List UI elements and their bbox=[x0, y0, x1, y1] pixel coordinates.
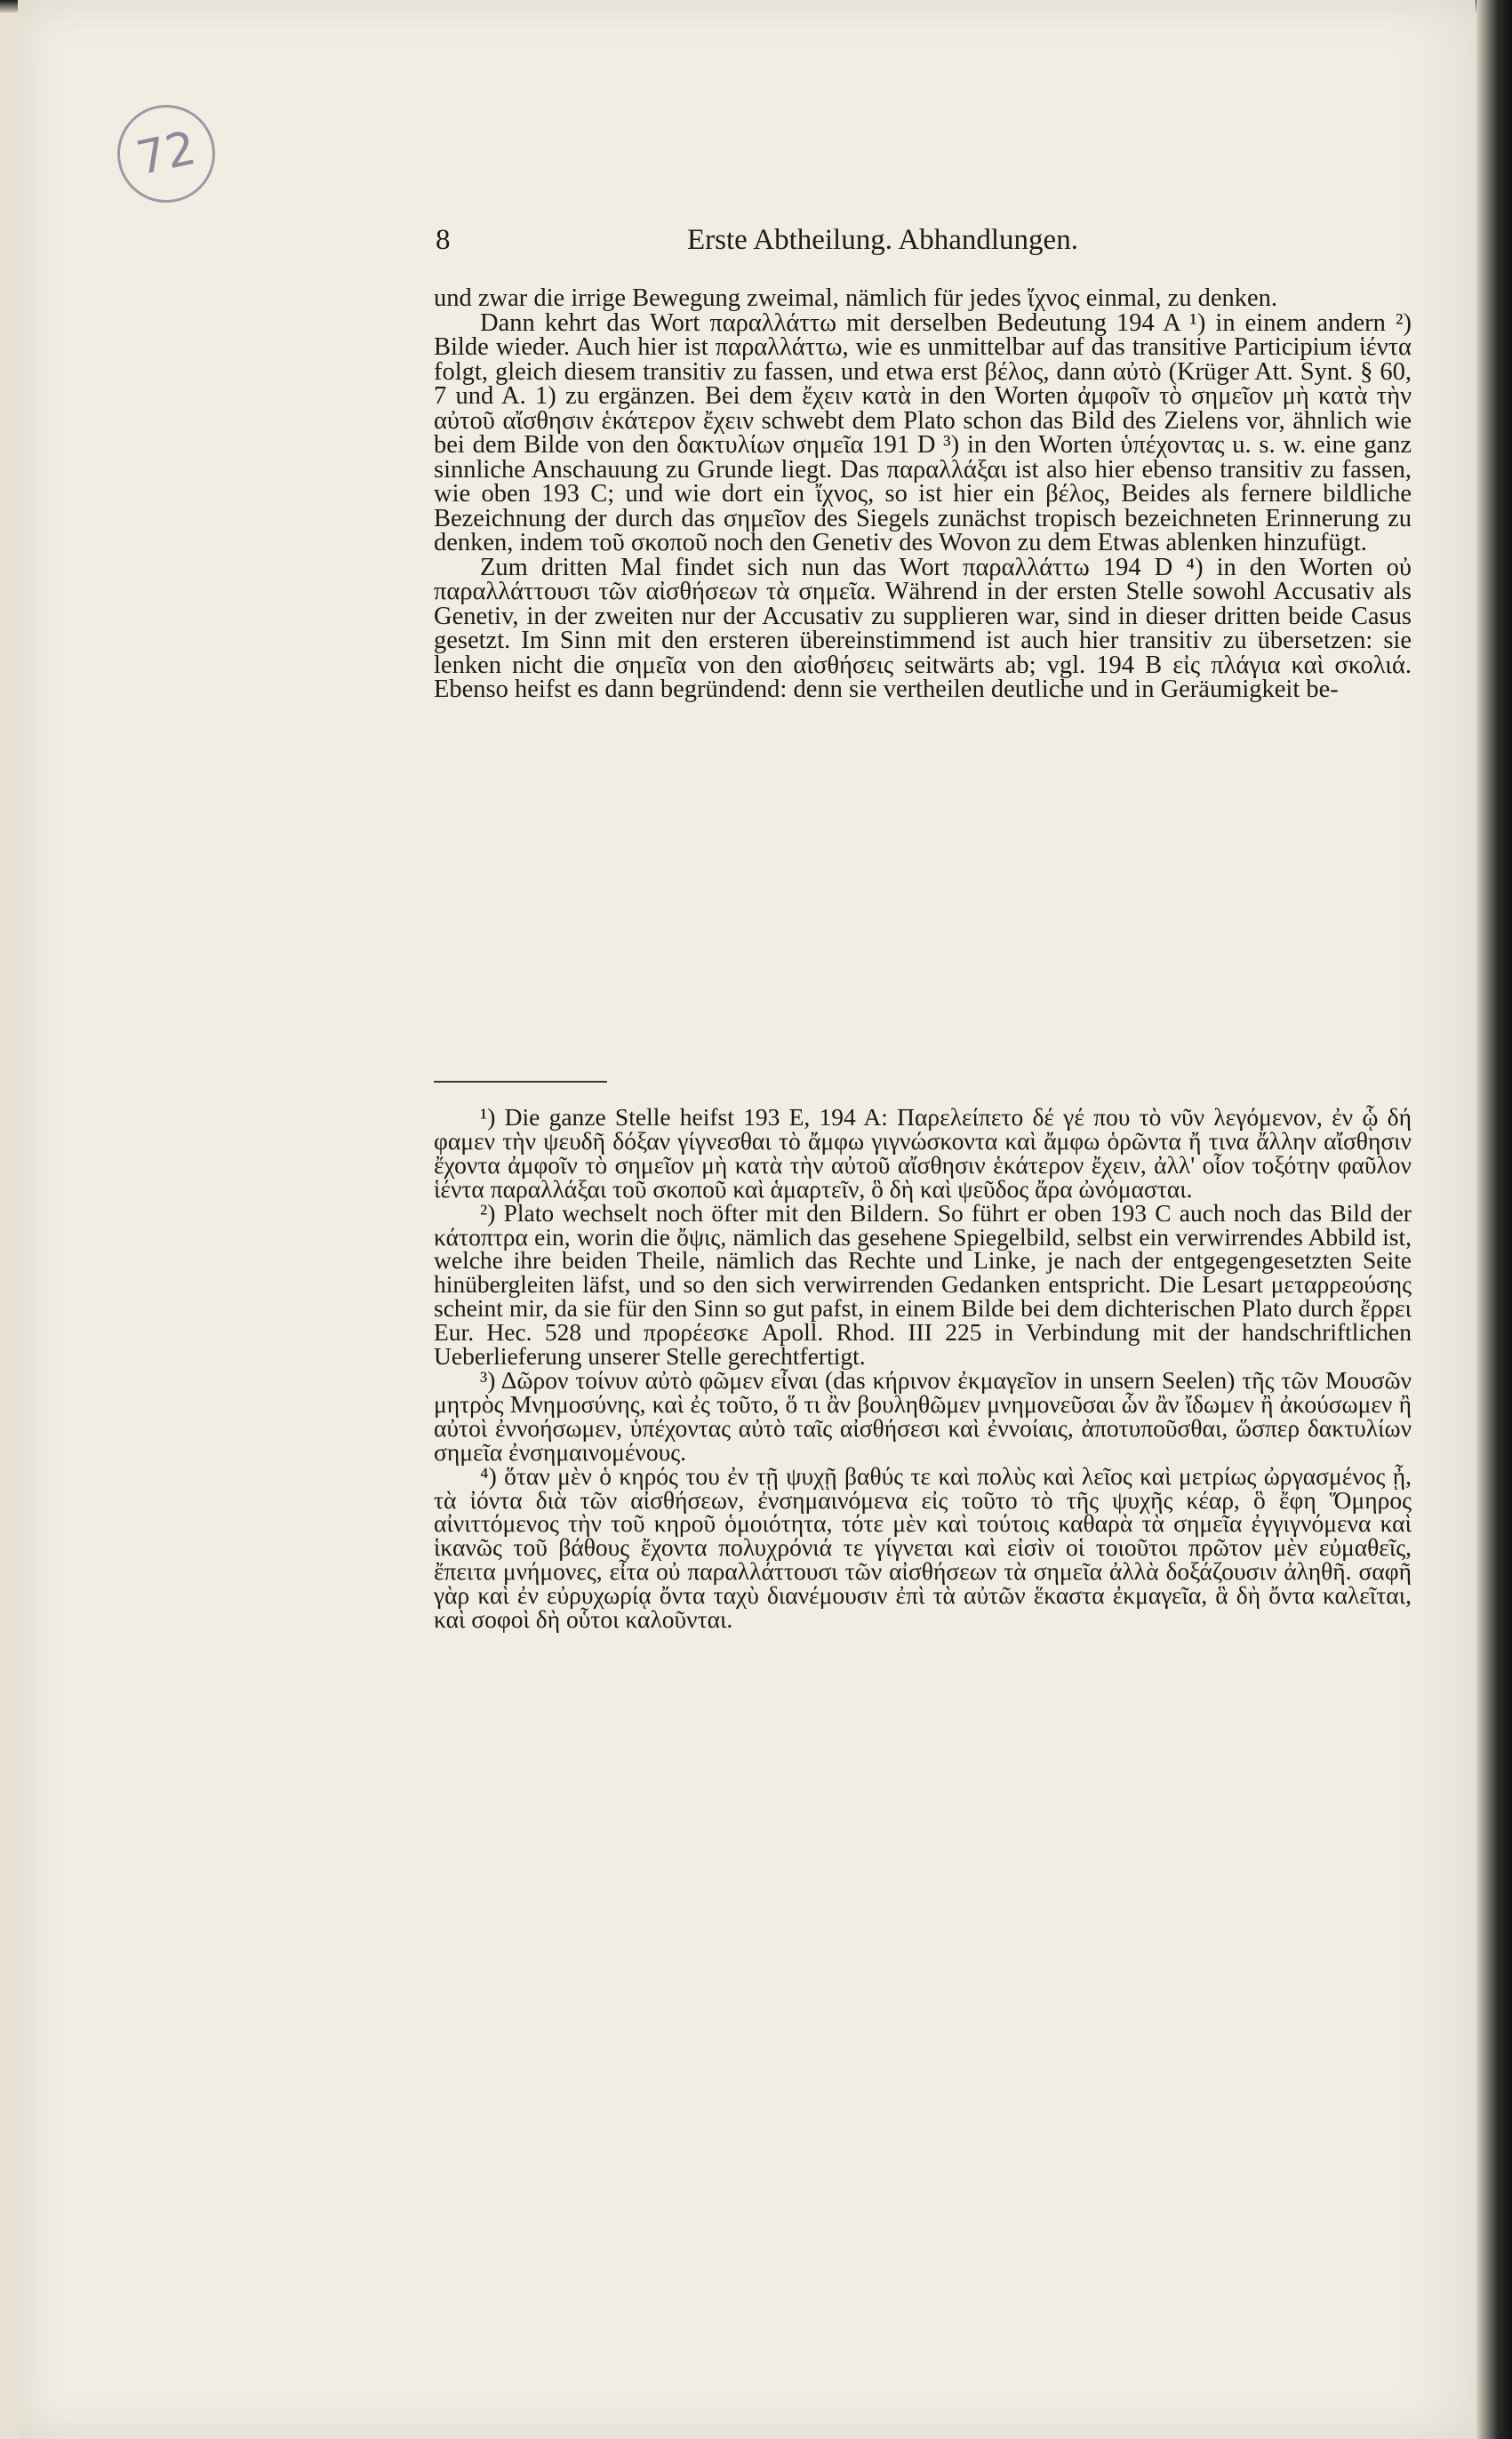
page-number: 8 bbox=[436, 224, 451, 256]
book-page bbox=[18, 0, 1476, 2439]
main-text bbox=[434, 286, 1412, 702]
footnote-3: ³) Δῶρον τοίνυν αὐτὸ φῶμεν εἶναι (das κήρινον ἐκμαγεῖον in unsern Seelen) τῆς τῶν Μουσῶν μητρὸς Μνημοσύνης, καὶ ἐς τοῦτο, ὅ τι ἂν βουληθῶμεν μνημονεῦσαι ὧν ἂν ἴδωμεν ἢ ἀκούσωμεν ἢ αὐτοὶ ἐννοήσωμεν, ὑπέχοντας αὐτὸ ταῖς αἰσθήσεσι καὶ ἐννοίαις, ἀποτυποῦσθαι, ὥσπερ δακτυλίων σημεῖα ἐνσημαινομένους. bbox=[434, 1365, 1412, 1466]
footnotes bbox=[434, 1103, 1412, 1634]
footnote-2: ²) Plato wechselt noch öfter mit den Bildern. So führt er oben 193 C auch noch das Bild der κάτοπτρα ein, worin die ὄψις, nämlich das gesehene Spiegelbild, selbst ein verwirrendes Abbild ist, welche ihre beiden Theile, nämlich das Rechte und Linke, je nach der entgegengesetzten Seite hinübergleiten läfst, und so den sich verwirrenden Gedanken entspricht. Die Lesart μεταρρεούσης scheint mir, da sie für den Sinn so gut pafst, in einem Bilde bei dem dichterischen Plato durch ἔρρει Eur. Hec. 528 und προρέεσκε Apoll. Rhod. III 225 in Verbindung mit der handschriftlichen Ueberlieferung unserer Stelle gerechtfertigt. bbox=[434, 1198, 1412, 1371]
running-header bbox=[436, 224, 1200, 265]
library-stamp bbox=[108, 96, 224, 212]
stamp-number: 72 bbox=[132, 121, 201, 187]
footnote-1: ¹) Die ganze Stelle heifst 193 E, 194 A: Παρελείπετο δέ γέ που τὸ νῦν λεγόμενον, ἐν ᾧ δή φαμεν τὴν ψευδῆ δόξαν γίγνεσθαι τὸ ἄμφω γιγνώσκοντα καὶ ἄμφω ὁρῶντα ἤ τινα ἄλλην αἴσθησιν ἔχοντα ἀμφοῖν τὸ σημεῖον μὴ κατὰ τὴν αὐτοῦ αἴσθησιν ἑκάτερον ἔχειν, ἀλλ' οἷον τοξότην φαῦλον ἱέντα παραλλάξαι τοῦ σκοποῦ καὶ ἁμαρτεῖν, ὃ δὴ καὶ ψεῦδος ἄρα ὠνόμασται. bbox=[434, 1103, 1412, 1203]
paragraph-2: Dann kehrt das Wort παραλλάττω mit derselben Bedeutung 194 A ¹) in einem andern ²) Bilde wieder. Auch hier ist παραλλάττω, wie es unmittelbar auf das transitive Participium ἱέντα folgt, gleich diesem transitiv zu fassen, und etwa erst βέλος, dann αὐτὸ (Krüger Att. Synt. § 60, 7 und A. 1) zu ergänzen. Bei dem ἔχειν κατὰ in den Worten ἀμφοῖν τὸ σημεῖον μὴ κατὰ τὴν αὐτοῦ αἴσθησιν ἑκάτερον ἔχειν schwebt dem Plato schon das Bild des Zielens vor, ähnlich wie bei dem Bilde von den δακτυλίων σημεῖα 191 D ³) in den Worten ὑπέχοντας u. s. w. eine ganz sinnliche Anschauung zu Grunde liegt. Das παραλλάξαι ist also hier ebenso transitiv zu fassen, wie oben 193 C; und wie dort ein ἴχνος, so ist hier ein βέλος, Beides als fernere bildliche Bezeichnung der durch das σημεῖον des Siegels zunächst tropisch bezeichneten Erinnerung zu denken, indem τοῦ σκοποῦ noch den Genetiv des Wovon zu dem Etwas ablenken hinzufügt. bbox=[434, 308, 1412, 556]
header-title: Erste Abtheilung. Abhandlungen. bbox=[687, 224, 1078, 256]
footnote-divider bbox=[434, 1081, 607, 1083]
footnote-4: ⁴) ὅταν μὲν ὁ κηρός του ἐν τῇ ψυχῇ βαθύς τε καὶ πολὺς καὶ λεῖος καὶ μετρίως ὠργασμένος ᾖ, τὰ ἰόντα διὰ τῶν αἰσθήσεων, ἐνσημαινόμενα εἰς τοῦτο τὸ τῆς ψυχῆς κέαρ, ὃ ἔφη Ὅμηρος αἰνιττόμενος τὴν τοῦ κηροῦ ὁμοιότητα, τότε μὲν καὶ τούτοις καθαρὰ τὰ σημεῖα ἐγγιγνόμενα καὶ ἱκανῶς τοῦ βάθους ἔχοντα πολυχρόνιά τε γίγνεται καὶ εἰσὶν οἱ τοιοῦτοι πρῶτον μὲν εὐμαθεῖς, ἔπειτα μνήμονες, εἶτα οὐ παραλλάττουσι τῶν αἰσθήσεων τὰ σημεῖα ἀλλὰ δοξάζουσιν ἀληθῆ. σαφῆ γὰρ καὶ ἐν εὐρυχωρίᾳ ὄντα ταχὺ διανέμουσιν ἐπὶ τὰ αὐτῶν ἕκαστα ἐκμαγεῖα, ἃ δὴ ὄντα καλεῖται, καὶ σοφοὶ δὴ οὗτοι καλοῦνται. bbox=[434, 1461, 1412, 1634]
paragraph-1: und zwar die irrige Bewegung zweimal, nämlich für jedes ἴχνος einmal, zu denken. bbox=[434, 284, 1278, 312]
paragraph-3: Zum dritten Mal findet sich nun das Wort παραλλάττω 194 D ⁴) in den Worten οὐ παραλλάττουσι τῶν αἰσθήσεων τὰ σημεῖα. Während in der ersten Stelle sowohl Accusativ als Genetiv, in der zweiten nur der Accusativ zu supplieren war, sind in dieser dritten beide Casus gesetzt. Im Sinn mit den ersteren übereinstimmend ist auch hier transitiv zu übersetzen: sie lenken nicht die σημεῖα von den αἰσθήσεις seitwärts ab; vgl. 194 B εἰς πλάγια καὶ σκολιά. Ebenso heifst es dann begründend: denn sie vertheilen deutliche und in Geräumigkeit be- bbox=[434, 553, 1412, 703]
scan-right-edge bbox=[1476, 0, 1512, 2439]
